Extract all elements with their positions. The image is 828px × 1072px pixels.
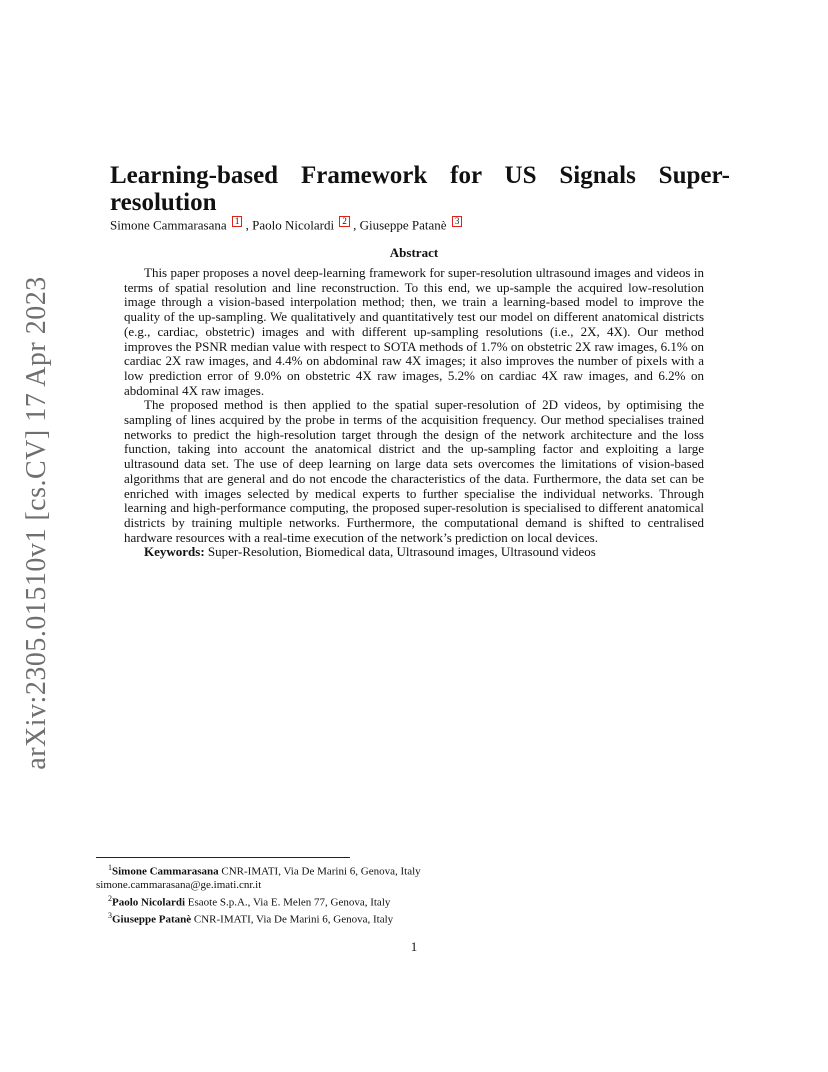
arxiv-identifier-text: arXiv:2305.01510v1 [cs.CV] 17 Apr 2023 (21, 275, 52, 770)
footnote-author: Paolo Nicolardi (112, 896, 186, 909)
paper-title: Learning-based Framework for US Signals Super-resolution (110, 162, 730, 216)
footnote-link-3[interactable]: 3 (452, 216, 463, 227)
footnote-mark: 1 (108, 863, 112, 872)
footnote-1 (96, 861, 736, 879)
abstract-paragraph: The proposed method is then applied to the spatial super-resolution of 2D videos, by optimising the sampling of lines acquired by the probe in terms of the acquisition frequency. Our method specialises trained networks to predict the high-resolution target through the design of the network architecture and the loss function, taking into account the anatomical district and the up-sampling factor and exploiting a large ultrasound data set. The use of deep learning on large data sets overcomes the limitations of vision-based algorithms that are general and do not encode the characteristics of the data. Furthermore, the data set can be enriched with images selected by medical experts to further specialise the individual networks. Through learning and high-performance computing, the proposed super-resolution is specialised to different anatomical districts by training multiple networks. Furthermore, the computational demand is shifted to centralised hardware resources with a real-time execution of the network’s prediction on local devices. (124, 397, 704, 545)
footnote-link-1[interactable]: 1 (232, 216, 243, 227)
footnote-author: Giuseppe Patanè (112, 913, 192, 926)
footnote-email: simone.cammarasana@ge.imati.cnr.it (96, 878, 262, 891)
footnote-author: Simone Cammarasana (112, 865, 219, 878)
abstract-body (124, 266, 704, 560)
abstract-paragraph: This paper proposes a novel deep-learning framework for super-resolution ultrasound images and videos in terms of spatial resolution and line reconstruction. To this end, we up-sample the acquired low-resolution image through a vision-based interpolation method; then, we train a learning-based model to improve the quality of the up-sampling. We qualitatively and quantitatively test our model on different anatomical districts (e.g., cardiac, obstetric) images and with different up-sampling resolutions (i.e., 2X, 4X). Our method improves the PSNR median value with respect to SOTA methods of 1.7% on obstetric 2X raw images, 6.1% on cardiac 2X raw images, and 4.4% on abdominal raw 4X images; it also improves the number of pixels with a low prediction error of 9.0% on obstetric 4X raw images, 5.2% on cardiac 4X raw images, and 6.2% on abdominal 4X raw images. (124, 265, 704, 398)
author-separator: , (349, 217, 360, 233)
arxiv-identifier (20, 275, 54, 770)
keywords-text: Super-Resolution, Biomedical data, Ultrasound images, Ultrasound videos (207, 544, 596, 560)
author-name: Simone Cammarasana (110, 217, 227, 233)
keywords-label: Keywords: (144, 544, 205, 560)
footnote-link-2[interactable]: 2 (339, 216, 350, 227)
abstract-heading: Abstract (389, 245, 439, 260)
footnote-mark: 3 (108, 911, 112, 921)
footnote-affiliation: CNR-IMATI, Via De Marini 6, Genova, Italy (193, 913, 394, 926)
footnote-affiliation: Esaote S.p.A., Via E. Melen 77, Genova, Italy (187, 896, 391, 909)
keywords-line (124, 545, 704, 560)
author-name: Giuseppe Patanè (359, 217, 447, 233)
footnote-mark: 2 (108, 893, 112, 903)
footnote-3 (96, 909, 736, 927)
author-name: Paolo Nicolardi (252, 217, 335, 233)
author-separator: , (242, 217, 253, 233)
footnote-2 (96, 892, 736, 910)
footnotes (96, 861, 736, 927)
footnote-affiliation: CNR-IMATI, Via De Marini 6, Genova, Italy (221, 865, 421, 878)
author-list (110, 216, 730, 233)
footnote-divider (96, 857, 350, 858)
page-number: 1 (410, 939, 418, 954)
